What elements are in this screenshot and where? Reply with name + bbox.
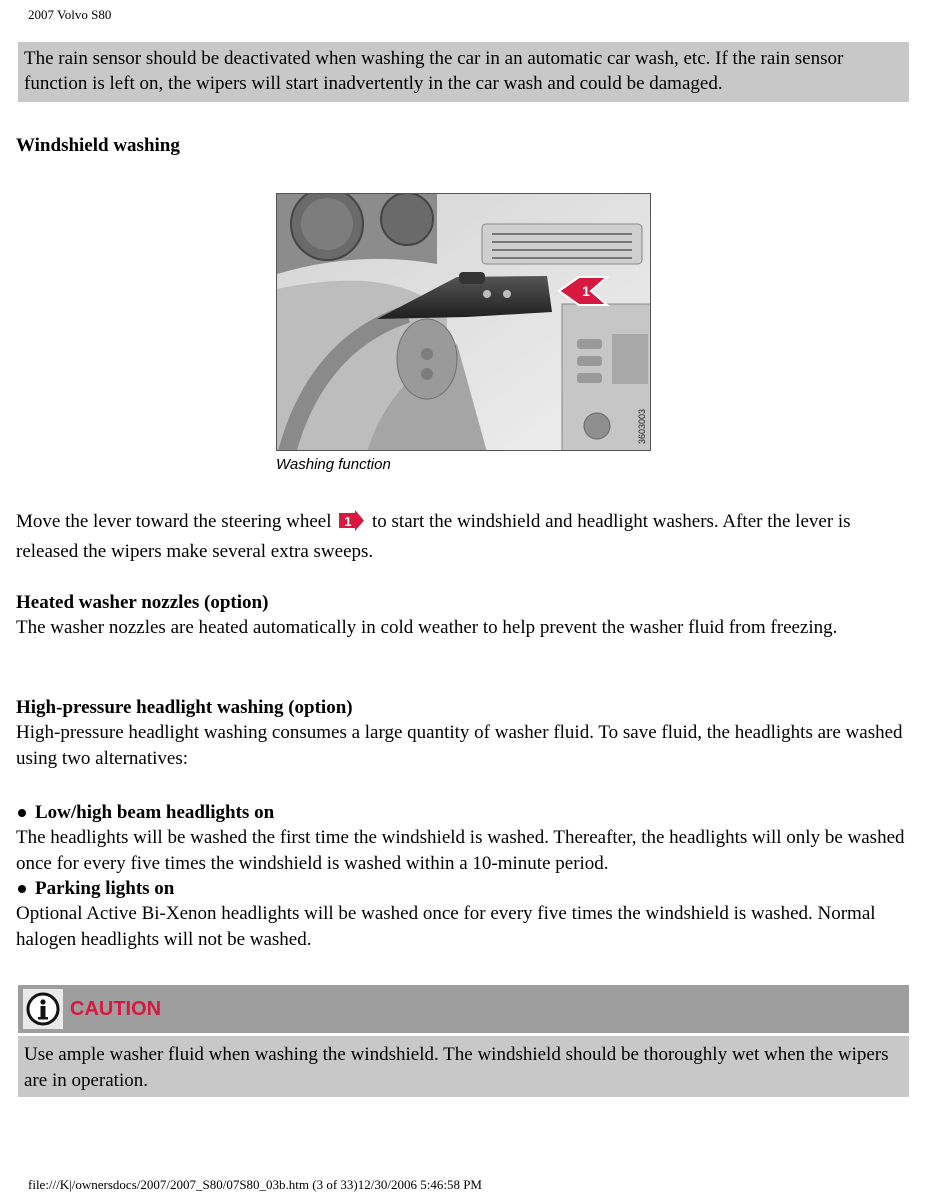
info-circle-icon [23,989,63,1029]
caution-title: CAUTION [70,997,162,1020]
section-heading-windshield-washing: Windshield washing [16,135,180,156]
windshield-washing-instructions [16,509,916,565]
intro-text-after-icon: to start the windshield and headlight washers. After the lever is released the wipers make several extra sweeps. [16,511,851,562]
rain-sensor-note: The rain sensor should be deactivated when washing the car in an automatic car wash, etc. If the rain sensor function is left on, the wipers will start inadvertently in the car wash and could be damaged. [18,42,909,102]
heated-washer-nozzles-text: The washer nozzles are heated automatically in cold weather to help prevent the washer fluid from freezing. [16,617,838,638]
caution-header [18,985,909,1033]
bullet-icon [18,885,26,893]
callout-1-arrow-icon [338,510,365,539]
bullet-text-parking-lights: Optional Active Bi-Xenon headlights will be washed once for every five times the windshield is washed. Normal halogen headlights will not be washed. [16,903,876,950]
figure-caption: Washing function [276,456,391,473]
bullet-text-low-high-beam: The headlights will be washed the first time the windshield is washed. Thereafter, the headlights will only be washed once for every five times the windshield is washed within a 10-minute period. [16,827,905,874]
high-pressure-headlight-text: High-pressure headlight washing consumes a large quantity of washer fluid. To save fluid, the headlights are washed using two alternatives: [16,722,903,769]
intro-text-before-icon: Move the lever toward the steering wheel [16,511,337,532]
figure-code: 3603003 [637,408,647,444]
page-footer-path: file:///K|/ownersdocs/2007/2007_S80/07S80_03b.htm (3 of 33)12/30/2006 5:46:58 PM [28,1177,482,1192]
washing-function-illustration [276,193,651,451]
bullet-label: Parking lights on [35,878,175,899]
bullet-item-low-high-beam [16,802,274,824]
callout-1-number: 1 [344,514,352,529]
figure-callout-number: 1 [582,283,590,299]
page-header-title: 2007 Volvo S80 [28,7,112,22]
high-pressure-headlight-heading: High-pressure headlight washing (option) [16,697,353,718]
bullet-icon [18,809,26,817]
heated-washer-nozzles-heading: Heated washer nozzles (option) [16,592,269,613]
bullet-label: Low/high beam headlights on [35,802,275,823]
caution-body-text: Use ample washer fluid when washing the windshield. The windshield should be thoroughly wet when the wipers are in operation. [18,1036,909,1097]
bullet-item-parking-lights [16,878,174,900]
